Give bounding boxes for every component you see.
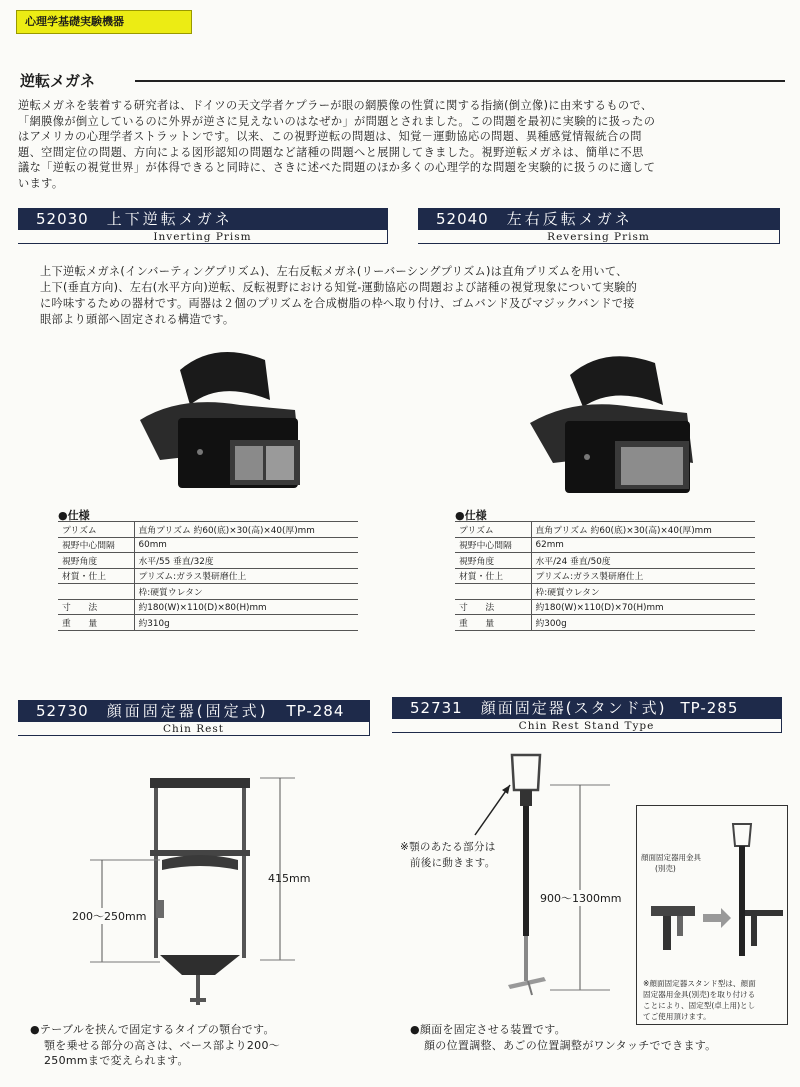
spec-value: 約310g	[134, 615, 358, 631]
spec-key: 視野角度	[58, 553, 134, 569]
product-code: 52040	[436, 210, 489, 228]
spec-row	[455, 537, 755, 553]
note-line: 顔の位置調整、あごの位置調整がワンタッチでできます。	[424, 1038, 717, 1052]
spec-key: 材質・仕上	[58, 568, 134, 584]
spec-row	[58, 553, 358, 569]
chin-stand-note	[410, 1022, 790, 1053]
spec-row	[455, 599, 755, 615]
product-header-52030	[18, 208, 388, 230]
inset-note-line: ※顔面固定器スタンド型は、顔面	[643, 979, 756, 988]
note-line: ●テーブルを挟んで固定するタイプの顎台です。	[30, 1023, 275, 1036]
spec-row	[455, 568, 755, 584]
product-name: 顔面固定器(スタンド式)	[480, 699, 667, 717]
spec-value: 60mm	[134, 537, 358, 553]
spec-value: 枠:硬質ウレタン	[134, 584, 358, 600]
note-line: 250mmまで変えられます。	[44, 1054, 189, 1067]
product-code: 52730	[36, 702, 89, 720]
product-header-52730	[18, 700, 370, 722]
intro-line: 題、空間定位の問題、方向による図形認知の問題など諸種の問題へと展開してきました。視野逆転メガネは、簡単に不思	[18, 145, 644, 159]
spec-row	[58, 615, 358, 631]
spec-heading: ●仕様	[455, 509, 487, 522]
inset-box	[636, 805, 788, 1025]
spec-row	[58, 522, 358, 538]
spec-key: プリズム	[58, 522, 134, 538]
product-code: 52731	[410, 699, 463, 717]
spec-row	[58, 537, 358, 553]
product-name: 上下逆転メガネ	[106, 210, 233, 228]
desc-line: 眼部より頭部へ固定される構造です。	[40, 313, 235, 326]
spec-value: 直角プリズム 約60(底)×30(高)×40(厚)mm	[531, 522, 755, 538]
spec-value: プリズム:ガラス製研磨仕上	[134, 568, 358, 584]
prism-description	[40, 264, 775, 328]
inverting-prism-photo	[120, 340, 320, 500]
spec-value: 水平/55 垂直/32度	[134, 553, 358, 569]
spec-key: 寸 法	[58, 599, 134, 615]
spec-value: 約180(W)×110(D)×80(H)mm	[134, 599, 358, 615]
desc-line: 上下逆転メガネ(インバーティングプリズム)、左右反転メガネ(リーバーシングプリズム)は直角プリズムを用いて、	[40, 265, 628, 278]
inset-note	[643, 978, 785, 1022]
product-subtitle: Inverting Prism	[18, 230, 388, 244]
intro-paragraph	[18, 98, 783, 191]
product-name: 左右反転メガネ	[506, 210, 633, 228]
note-line: ●顔面を固定させる装置です。	[410, 1023, 566, 1036]
spec-key: プリズム	[455, 522, 531, 538]
inset-label-line: 顔面固定器用金具	[641, 853, 701, 862]
spec-value: 水平/24 垂直/50度	[531, 553, 755, 569]
product-model: TP-285	[680, 699, 739, 717]
section-rule	[135, 80, 785, 82]
spec-row	[455, 553, 755, 569]
chin-fixed-note	[30, 1022, 370, 1069]
spec-value: 62mm	[531, 537, 755, 553]
inset-note-line: ことにより、固定型(卓上用)とし	[643, 1001, 756, 1010]
note-line: 顎を乗せる部分の高さは、ベース部より200～	[44, 1038, 281, 1052]
spec-key	[455, 584, 531, 600]
reversing-prism-photo	[515, 345, 715, 505]
intro-line: います。	[18, 176, 64, 190]
spec-value: 直角プリズム 約60(底)×30(高)×40(厚)mm	[134, 522, 358, 538]
stand-callout	[400, 840, 496, 871]
spec-value: プリズム:ガラス製研磨仕上	[531, 568, 755, 584]
inset-note-line: 固定器用金具(別売)を取り付ける	[643, 990, 756, 999]
inset-note-line: てご使用頂けます。	[643, 1012, 711, 1021]
spec-key	[58, 584, 134, 600]
inset-label-line: (別売)	[655, 864, 676, 873]
spec-row	[58, 599, 358, 615]
spec-key: 視野角度	[455, 553, 531, 569]
section-title: 逆転メガネ	[20, 72, 96, 90]
chin-rest-fixed-photo	[70, 770, 320, 1020]
product-model: TP-284	[286, 702, 345, 720]
spec-row	[58, 568, 358, 584]
inset-photo	[641, 818, 785, 958]
spec-row	[455, 584, 755, 600]
spec-key: 重 量	[455, 615, 531, 631]
desc-line: 上下(垂直方向)、左右(水平方向)逆転、反転視野における知覚-運動協応の問題および諸種の視覚現象について実験的	[40, 281, 638, 294]
spec-value: 約300g	[531, 615, 755, 631]
spec-value: 約180(W)×110(D)×70(H)mm	[531, 599, 755, 615]
dimension-range: 200～250mm	[72, 910, 147, 923]
intro-line: 逆転メガネを装着する研究者は、ドイツの天文学者ケプラーが眼の網膜像の性質に関する指摘(倒立像)に由来するもので、	[18, 99, 653, 112]
product-subtitle: Chin Rest Stand Type	[392, 719, 782, 733]
dimension-height: 415mm	[268, 872, 311, 885]
product-subtitle: Chin Rest	[18, 722, 370, 736]
callout-line: ※顎のあたる部分は	[400, 841, 496, 853]
intro-line: 「網膜像が倒立しているのに外界が逆さに見えないのはなぜか」が問題とされました。この問題を最初に実験的に扱ったの	[18, 114, 656, 128]
spec-key: 視野中心間隔	[455, 537, 531, 553]
spec-key: 視野中心間隔	[58, 537, 134, 553]
product-name: 顔面固定器(固定式)	[106, 702, 269, 720]
spec-row	[455, 522, 755, 538]
product-header-52731	[392, 697, 782, 719]
spec-key: 材質・仕上	[455, 568, 531, 584]
spec-table-52040	[455, 521, 755, 631]
product-code: 52030	[36, 210, 89, 228]
desc-line: に吟味するための器材です。両器は２個のプリズムを合成樹脂の枠へ取り付け、ゴムバンド及びマジックバンドで接	[40, 297, 635, 310]
spec-row	[58, 584, 358, 600]
spec-heading: ●仕様	[58, 509, 90, 522]
spec-value: 枠:硬質ウレタン	[531, 584, 755, 600]
product-subtitle: Reversing Prism	[418, 230, 780, 244]
spec-table-52030	[58, 521, 358, 631]
spec-key: 重 量	[58, 615, 134, 631]
callout-line: 前後に動きます。	[410, 856, 496, 869]
intro-line: はアメリカの心理学者ストラットンです。以来、この視野逆転の問題は、知覚－運動協応の問題、異種感覚情報統合の問	[18, 130, 642, 143]
category-tag: 心理学基礎実験機器	[16, 10, 192, 34]
intro-line: 議な「逆転の視覚世界」が体得できると同時に、さきに述べた問題のほか多くの心理学的な問題を実験的に扱うのに適して	[18, 161, 656, 174]
dimension-height-range: 900～1300mm	[540, 892, 622, 905]
callout-arrow	[470, 780, 520, 840]
spec-row	[455, 615, 755, 631]
spec-key: 寸 法	[455, 599, 531, 615]
product-header-52040	[418, 208, 780, 230]
